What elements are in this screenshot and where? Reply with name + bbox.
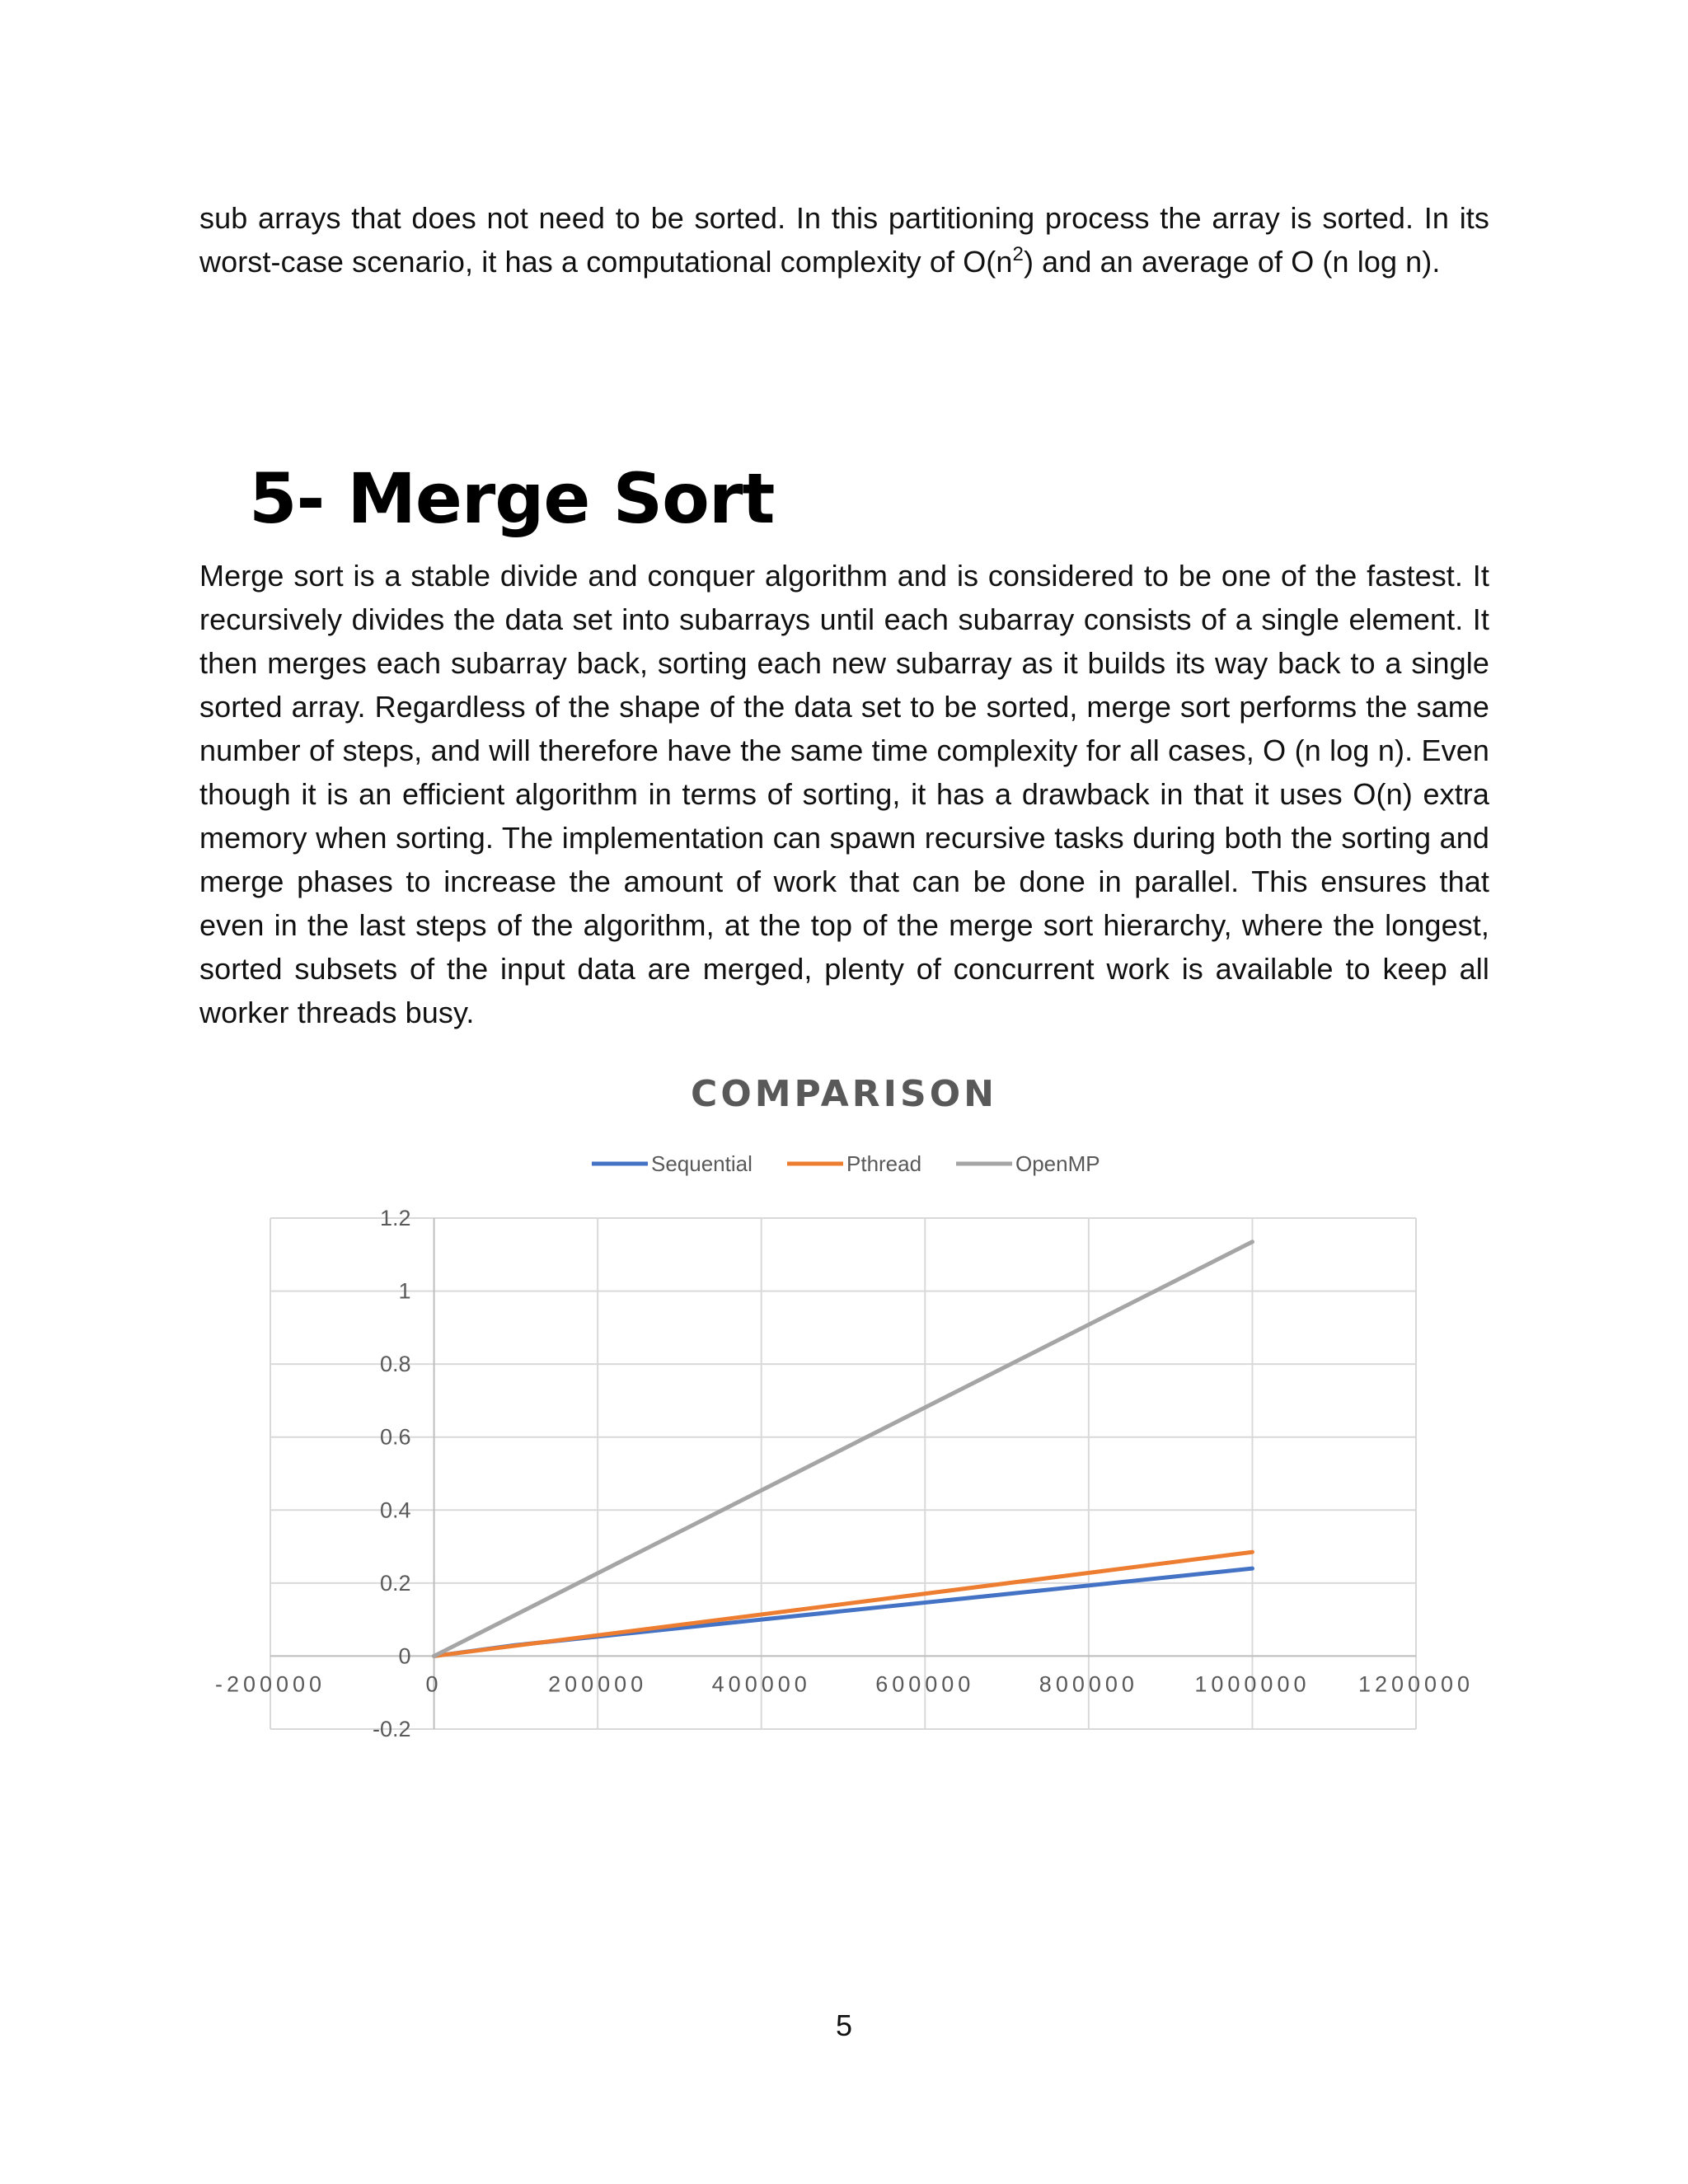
x-tick-label: 200000 <box>548 1671 648 1697</box>
x-tick-label: 800000 <box>1039 1671 1138 1697</box>
body-paragraph: Merge sort is a stable divide and conquer algorithm and is considered to be one of the fastest. It recursively divides the data set into subarrays until each subarray consists of a single element. It then merges each subarray back, sorting each new subarray as it builds its way back to a single sorted array. Regardless of the shape of the data set to be sorted, merge sort performs the same number of steps, and will therefore have the same time complexity for all cases, O (n log n). Even though it is an efficient algorithm in terms of sorting, it has a drawback in that it uses O(n) extra memory when sorting. The implementation can spawn recursive tasks during both the sorting and merge phases to increase the amount of work that can be done in parallel. This ensures that even in the last steps of the algorithm, at the top of the merge sort hierarchy, where the longest, sorted subsets of the input data are merged, plenty of concurrent work is available to keep all worker threads busy. <box>199 559 1489 1029</box>
chart-title: COMPARISON <box>691 1073 997 1115</box>
legend-label-pthread: Pthread <box>846 1151 922 1176</box>
section-title: Merge Sort <box>347 458 775 539</box>
y-tick-label: 0 <box>398 1643 411 1669</box>
x-tick-label: 1200000 <box>1357 1671 1475 1697</box>
intro-line-2-start: worst-case scenario, it has a computational complexity of O(n <box>199 245 1013 279</box>
series-line-sequential <box>434 1568 1253 1656</box>
series-line-pthread <box>434 1552 1253 1656</box>
y-tick-label: 0.2 <box>380 1570 411 1596</box>
exponent: 2 <box>1012 243 1024 265</box>
y-tick-label: -0.2 <box>373 1717 411 1741</box>
x-tick-label: 0 <box>425 1671 443 1697</box>
legend-label-openmp: OpenMP <box>1015 1151 1100 1176</box>
intro-line-2 <box>199 240 1489 284</box>
y-tick-label: 1 <box>398 1278 411 1304</box>
x-tick-label: 600000 <box>875 1671 975 1697</box>
y-tick-label: 1.2 <box>380 1206 411 1230</box>
page-number: 5 <box>835 2008 853 2042</box>
y-tick-label: 0.4 <box>380 1497 411 1523</box>
x-tick-label: 1000000 <box>1194 1671 1311 1697</box>
y-tick-label: 0.6 <box>380 1424 411 1450</box>
intro-paragraph <box>199 196 1489 284</box>
intro-line-1: sub arrays that does not need to be sorted. In this partitioning process the array is sorted. In its <box>199 201 1489 235</box>
x-tick-label: -200000 <box>214 1671 326 1697</box>
x-tick-label: 400000 <box>711 1671 811 1697</box>
section-heading <box>249 457 774 540</box>
intro-line-2-end: ) and an average of O (n log n). <box>1023 245 1441 279</box>
y-tick-label: 0.8 <box>380 1352 411 1377</box>
series-line-openmp <box>434 1242 1253 1657</box>
legend-label-sequential: Sequential <box>651 1151 753 1176</box>
section-number: 5- <box>249 458 325 539</box>
